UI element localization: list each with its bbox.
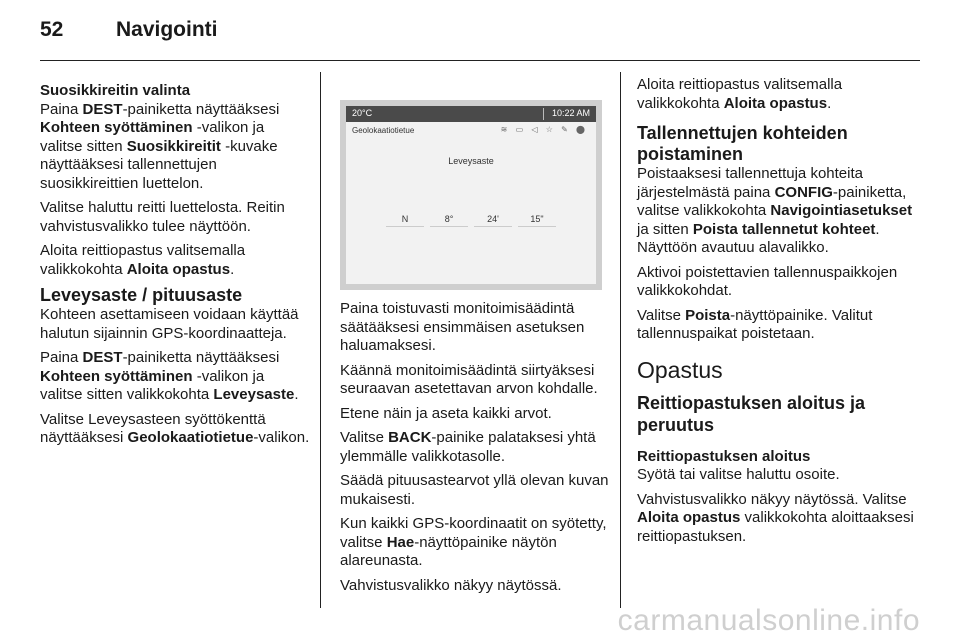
status-divider	[543, 108, 544, 120]
chapter-title: Navigointi	[116, 18, 218, 41]
paragraph	[637, 466, 927, 485]
text-run: Poistaaksesi tallennettuja kohteita järjestelmästä paina	[637, 165, 863, 201]
temperature-readout: 20°C	[352, 108, 373, 118]
emphasized-term: Aloita opastus	[637, 509, 741, 526]
chapter-section-heading: Opastus	[637, 356, 723, 383]
text-run: -painiketta, valitse valikkokohta	[637, 183, 907, 219]
emphasized-term: Navigointiasetukset	[770, 202, 913, 219]
emphasized-term: Kohteen syöttäminen	[40, 367, 193, 385]
text-run: Valitse haluttu reitti luettelosta. Reitin vahvistusvalikko tulee näyttöön.	[40, 199, 285, 235]
paragraph	[637, 165, 927, 258]
paragraph	[340, 577, 610, 596]
column-1	[40, 64, 310, 454]
paragraph	[40, 199, 310, 236]
emphasized-term: Hae	[386, 533, 415, 551]
column-divider	[320, 72, 321, 608]
status-icons: ≋ ▭ ◁ ☆ ✎ ⬤	[500, 125, 588, 134]
paragraph	[340, 405, 610, 424]
paragraph	[340, 362, 610, 399]
section-heading: Leveysaste / pituusaste	[40, 285, 243, 305]
emphasized-term: Aloita opastus	[126, 260, 231, 278]
text-run: -valikon ja valitse sitten	[40, 119, 265, 155]
section-heading: Reittiopastuksen aloitus ja peruutus	[637, 392, 866, 435]
paragraph	[40, 411, 310, 448]
text-run: Kohteen asettamiseen voidaan käyttää halutun sijainnin GPS-koordinaatteja.	[40, 306, 299, 342]
text-run: -näyttöpainike näytön alareunasta.	[340, 533, 557, 569]
coordinate-field: 8°	[430, 214, 468, 227]
header-rule	[40, 60, 920, 61]
text-run: Aktivoi poistettavien tallennuspaikkojen valikkokohdat.	[637, 263, 898, 299]
emphasized-term: Aloita opastus	[723, 94, 828, 112]
screen-heading: Leveysaste	[448, 156, 494, 166]
emphasized-term: Leveysaste	[213, 386, 295, 403]
screen-title: Geolokaatiotietue	[352, 126, 415, 135]
paragraph	[40, 306, 310, 343]
text-run: valikkokohta aloittaaksesi reittiopastuksen.	[637, 509, 914, 545]
text-run: Aloita reittiopastus valitsemalla valikkokohta	[637, 76, 843, 112]
text-run: -valikon ja valitse sitten valikkokohta	[40, 367, 265, 403]
text-run: ja sitten	[637, 220, 693, 238]
text-run: Etene näin ja aseta kaikki arvot.	[340, 404, 552, 422]
paragraph	[340, 300, 610, 356]
paragraph	[40, 242, 310, 279]
text-run: Paina toistuvasti monitoimisäädintä säätääksesi ensimmäisen asetuksen haluamaksesi.	[340, 300, 585, 354]
paragraph	[340, 429, 610, 466]
text-run: Kun kaikki GPS-koordinaatit on syötetty, valitse	[340, 515, 607, 551]
text-run: .	[827, 94, 832, 112]
text-run: Aloita reittiopastus valitsemalla valikkokohta	[40, 242, 246, 278]
page-number: 52	[40, 18, 64, 41]
text-run: -näyttöpainike. Valitut tallennuspaikat poistetaan.	[637, 306, 873, 342]
emphasized-term: Geolokaatiotietue	[127, 429, 254, 446]
text-run: Vahvistusvalikko näkyy näytössä.	[340, 576, 562, 594]
clock-readout: 10:22 AM	[551, 108, 590, 118]
display-screenshot	[340, 100, 602, 290]
text-run: Säädä pituusastearvot yllä olevan kuvan mukaisesti.	[340, 472, 609, 508]
text-run: -painike palataksesi yhtä ylemmälle valikkotasolle.	[340, 429, 596, 465]
paragraph	[637, 264, 927, 301]
text-run: Valitse	[340, 429, 389, 446]
column-2	[340, 300, 610, 601]
text-run: Paina	[40, 100, 83, 118]
text-run: .	[294, 386, 299, 403]
text-run: Paina	[40, 349, 83, 366]
paragraph	[40, 101, 310, 194]
paragraph	[637, 307, 927, 344]
column-3	[637, 64, 927, 552]
text-run: -painiketta näyttääksesi	[122, 100, 280, 118]
emphasized-term: CONFIG	[774, 183, 833, 201]
watermark-text: carmanualsonline.info	[617, 604, 920, 637]
emphasized-term: Poista	[685, 306, 731, 324]
emphasized-term: Kohteen syöttäminen	[40, 119, 193, 136]
text-run: -kuvake näyttääksesi tallennettujen suosikkireittien luettelon.	[40, 137, 278, 192]
section-subheading: Reittiopastuksen aloitus	[637, 447, 811, 465]
section-heading: Tallennettujen kohteiden poistaminen	[637, 123, 848, 164]
emphasized-term: Suosikkireitit	[126, 137, 221, 155]
column-divider	[620, 72, 621, 608]
text-run: Käännä monitoimisäädintä siirtyäksesi seuraavan asetettavan arvon kohdalle.	[340, 361, 598, 397]
paragraph	[637, 491, 927, 547]
coordinate-field: N	[386, 214, 424, 227]
text-run: -valikon.	[253, 429, 310, 446]
section-subheading: Suosikkireitin valinta	[40, 82, 191, 99]
status-bar	[346, 106, 596, 122]
paragraph	[340, 472, 610, 509]
text-run: Syötä tai valitse haluttu osoite.	[637, 466, 840, 483]
paragraph	[637, 76, 927, 113]
text-run: . Näyttöön avautuu alavalikko.	[637, 220, 880, 256]
coordinate-field: 24'	[474, 214, 512, 227]
emphasized-term: BACK	[388, 429, 432, 446]
coordinate-field: 15"	[518, 214, 556, 227]
emphasized-term: DEST	[82, 349, 123, 366]
paragraph	[340, 515, 610, 571]
text-run: Valitse Leveysasteen syöttökenttä näyttääksesi	[40, 410, 266, 446]
emphasized-term: DEST	[82, 100, 123, 118]
text-run: Vahvistusvalikko näkyy näytössä. Valitse	[637, 490, 907, 508]
emphasized-term: Poista tallennetut kohteet	[692, 220, 876, 238]
text-run: -painiketta näyttääksesi	[122, 349, 280, 366]
text-run: Valitse	[637, 306, 686, 324]
paragraph	[40, 349, 310, 405]
text-run: .	[230, 260, 235, 278]
